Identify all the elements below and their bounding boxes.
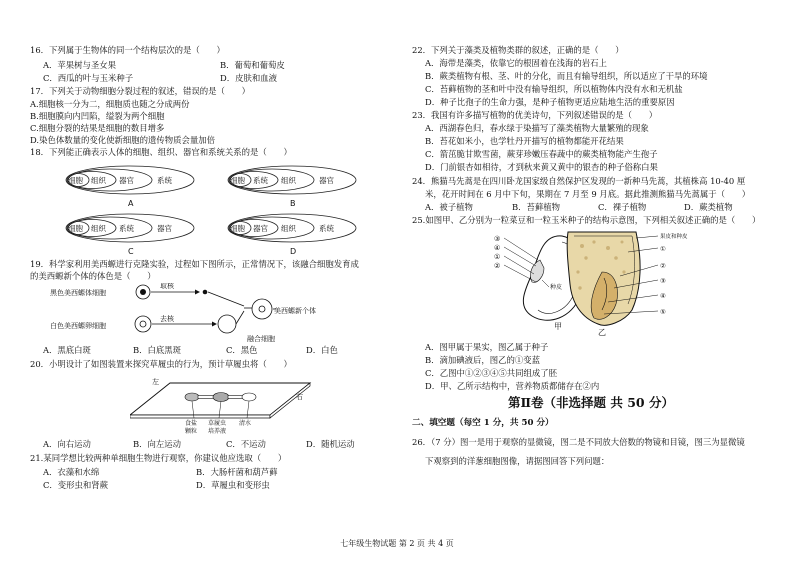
q21-option-d[interactable]: D．草履虫和变形虫 (196, 480, 270, 490)
q18-b-label-3: 组织 (281, 176, 296, 185)
q19-stem-line1: 19．科学家利用美西螈进行克隆实验，过程如下图所示，正常情况下，该融合细胞发育成 (30, 259, 359, 269)
q19-black-cell-label: 黑色美西螈体细胞 (50, 289, 106, 297)
q19-enucleated-egg (218, 315, 236, 333)
q18-b-label-4: 器官 (319, 176, 334, 185)
q26-stem-line1: 26．（7 分）图一是用于观察的显微镜，图二是不同放大倍数的物镜和目镜，图三为显微镜 (412, 437, 745, 447)
q25-corn-num-3: ③ (660, 277, 666, 285)
q25-corn-num-2: ② (660, 262, 666, 270)
q18-d-label-4: 系统 (319, 224, 334, 233)
q18-c-letter: C (128, 247, 134, 256)
q20-option-a[interactable]: A．向右运动 (43, 439, 91, 449)
q22-option-c[interactable]: C．苔藓植物的茎和叶中没有输导组织，所以植物体内没有水和无机盐 (425, 84, 683, 94)
q25-option-b[interactable]: B．滴加碘液后，图乙的①变蓝 (425, 355, 541, 365)
q18-diagram-b[interactable] (226, 164, 364, 208)
q25-bean-num-4: ② (494, 262, 501, 270)
q23-option-c[interactable]: C．箭茁脆甘欺雪菌，蕨芽珍嫩压春蔬中的蕨类植物能产生孢子 (425, 149, 658, 159)
q25-bean-seedcoat-label: 种皮 (550, 284, 563, 291)
q20-water-label: 清水 (239, 420, 252, 427)
q22-option-b[interactable]: B．蕨类植物有根、茎、叶的分化，而且有输导组织，所以适应了干旱的环境 (425, 71, 708, 81)
q21-option-c[interactable]: C．变形虫和肾蕨 (43, 480, 109, 490)
q18-d-label-3: 组织 (281, 224, 296, 233)
fill-in-section-title: 二、填空题（每空 1 分，共 50 分） (412, 418, 554, 428)
q17-option-d[interactable]: D.染色体数量的变化使新细胞的遗传物质会量加倍 (30, 135, 215, 145)
q24-option-b[interactable]: B．苔藓植物 (512, 202, 561, 212)
q17-option-b[interactable]: B.细胞膜向内凹陷，缢裂为两个细胞 (30, 111, 165, 121)
q25-corn-num-5: ⑤ (660, 308, 666, 316)
q24-option-d[interactable]: D．蕨类植物 (684, 202, 733, 212)
page-footer: 七年级生物试题 第 2 页 共 4 页 (340, 539, 454, 548)
q19-option-c[interactable]: C．黑色 (226, 345, 258, 355)
q19-take-nucleus-label: 取核 (160, 283, 174, 290)
q24-option-a[interactable]: A．被子植物 (425, 202, 473, 212)
q18-a-label-3: 器官 (119, 176, 134, 185)
q20-stem: 20．小明设计了如图装置来探究草履虫的行为，预计草履虫将（ ） (30, 359, 292, 369)
q25-option-c[interactable]: C．乙图中①②③④⑤共同组成了胚 (425, 368, 558, 378)
q26-stem-line2: 下观察到的洋葱细胞图像，请据图回答下列问题： (425, 456, 610, 466)
q25-corn-num-4: ④ (660, 292, 666, 300)
q18-b-letter: B (290, 199, 296, 208)
q18-diagram-a[interactable] (64, 164, 202, 208)
q18-c-label-4: 器官 (157, 224, 172, 233)
q18-c-label-2: 组织 (91, 224, 106, 233)
q25-corn-seed-figure (562, 228, 712, 336)
q24-option-c[interactable]: C．裸子植物 (598, 202, 647, 212)
q20-option-c[interactable]: C．不运动 (226, 439, 266, 449)
q25-label-yi: 乙 (598, 328, 606, 336)
q18-c-label-1: 细胞 (68, 224, 83, 233)
q21-option-a[interactable]: A．衣藻和水绵 (43, 467, 100, 477)
q16-option-a[interactable]: A．苹果树与圣女果 (43, 60, 117, 70)
q17-option-a[interactable]: A.细胞核一分为二，细胞质也随之分成两份 (30, 99, 190, 109)
q18-a-label-2: 组织 (91, 176, 106, 185)
q20-granule-label: 颗粒 (185, 428, 198, 435)
q18-diagram-d[interactable] (226, 212, 364, 256)
q21-stem: 21.某同学想比较两种单细胞生物进行观察，你建议他应选取（ ） (30, 453, 287, 463)
q18-a-label-4: 系统 (157, 176, 172, 185)
q19-remove-nucleus-label: 去核 (160, 315, 174, 323)
q21-option-b[interactable]: B．大肠杆菌和葫芦藓 (196, 467, 278, 477)
q20-option-d[interactable]: D．随机运动 (306, 439, 355, 449)
q18-stem: 18．下列能正确表示人体的细胞、组织、器官和系统关系的是（ ） (30, 147, 292, 157)
q20-paramecium-figure (130, 375, 320, 435)
q19-option-a[interactable]: A．黑底白斑 (43, 345, 91, 355)
q18-d-label-1: 细胞 (230, 224, 245, 233)
q16-option-c[interactable]: C．西瓜的叶与玉米种子 (43, 73, 134, 83)
q24-stem-line2: 米，花开时间在 6 月中下旬，果期在 7 月至 9 月底。据此推测熊猫马先蒿属于（ ） (425, 189, 751, 199)
q19-clone-figure (30, 283, 386, 343)
q24-stem-line1: 24．熊猫马先蒿是在四川卧龙国家级自然保护区发现的一新种马先蒿，其植株高 10-40 厘 (412, 176, 746, 186)
q18-c-label-3: 系统 (119, 224, 134, 233)
q16-stem: 16．下列属于生物体的同一个结构层次的是（ ） (30, 45, 225, 55)
q22-option-d[interactable]: D．种子比孢子的生命力强，是种子植物更适应陆地生活的重要原因 (425, 97, 675, 107)
q25-corn-num-1: ① (660, 245, 666, 253)
q25-bean-num-2: ④ (494, 244, 501, 252)
q20-culture-label-1: 草履虫 (208, 420, 227, 427)
q17-option-c[interactable]: C.细胞分裂的结果是细胞的数目增多 (30, 123, 165, 133)
q25-corn-pericarp-label: 果皮和种皮 (660, 234, 688, 240)
q20-salt-drop (185, 393, 199, 401)
q18-diagram-c[interactable] (64, 212, 202, 256)
q18-b-label-2: 系统 (253, 176, 268, 185)
q16-option-d[interactable]: D．皮肤和血液 (220, 73, 277, 83)
q18-d-letter: D (290, 247, 297, 256)
q25-bean-num-1: ③ (494, 235, 501, 243)
q19-fused-cell-label: 融合细胞 (247, 335, 275, 343)
q20-salt-label: 食盐 (185, 420, 198, 427)
q18-a-label-1: 细胞 (68, 176, 83, 185)
q20-culture-drop (213, 393, 229, 402)
q18-b-label-1: 细胞 (230, 176, 245, 185)
q20-culture-label-2: 培养液 (208, 428, 227, 435)
q19-extracted-nucleus (203, 290, 208, 295)
part-two-title: 第Ⅱ卷（非选择题 共 50 分） (508, 395, 674, 410)
q19-new-individual-label: 美西螈新个体 (274, 307, 316, 315)
q20-right-label: 右 (296, 393, 303, 401)
q25-option-d[interactable]: D．甲、乙所示结构中，营养物质都储存在②内 (425, 381, 600, 391)
q19-white-cell-label: 白色美西螈卵细胞 (50, 322, 106, 330)
q16-option-b[interactable]: B．葡萄和葡萄皮 (220, 60, 285, 70)
q23-option-a[interactable]: A．西湖春色归，春水绿于染描写了藻类植物大量繁殖的现象 (425, 123, 649, 133)
q19-stem-line2: 的美西螈新个体的体色是（ ） (30, 271, 156, 281)
q20-left-label: 左 (152, 378, 159, 386)
q25-label-jia: 甲 (554, 322, 562, 330)
q20-water-drop (242, 393, 256, 401)
q25-option-a[interactable]: A．图甲属于果实，图乙属于种子 (425, 342, 549, 352)
q19-option-d[interactable]: D．白色 (306, 345, 338, 355)
q17-stem: 17．下列关于动物细胞分裂过程的叙述，错误的是（ ） (30, 86, 251, 96)
q25-bean-num-3: ① (494, 253, 501, 261)
q25-stem: 25.如图甲、乙分别为一粒菜豆和一粒玉米种子的结构示意图，下列相关叙述正确的是（ ） (412, 215, 761, 225)
q19-black-nucleus (140, 289, 146, 295)
q23-stem: 23．我国有许多描写植物的优美诗句，下列叙述错误的是（ ） (412, 110, 658, 120)
q18-d-label-2: 器官 (253, 224, 268, 233)
q20-option-b[interactable]: B．向左运动 (133, 439, 182, 449)
q23-option-d[interactable]: D．门前银杏如相待，才到秋来黄又黄中的银杏的种子俗称白果 (425, 162, 658, 172)
q18-a-letter: A (128, 199, 134, 208)
q22-stem: 22．下列关于藻类及植物类群的叙述，正确的是（ ） (412, 45, 624, 55)
q22-option-a[interactable]: A．海带是藻类，依靠它的根固着在浅海的岩石上 (425, 58, 607, 68)
q23-option-b[interactable]: B．苔花如米小，也学牡丹开描写的植物都能开花结果 (425, 136, 624, 146)
q19-option-b[interactable]: B．白底黑斑 (133, 345, 182, 355)
